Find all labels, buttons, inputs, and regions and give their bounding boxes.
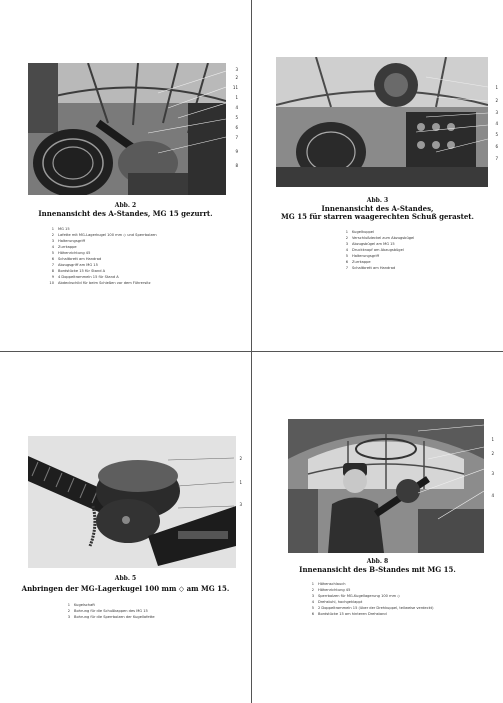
callout-number: 6 xyxy=(495,144,498,149)
caption-line: Innenansicht des A-Standes, MG 15 gezurrt. xyxy=(38,209,213,218)
legend-text: 4 Doppeltrommeln 15 für Stand A xyxy=(58,275,119,279)
legend-number: 10 xyxy=(49,281,54,285)
legend-list xyxy=(338,229,414,271)
figure-caption xyxy=(252,566,503,574)
legend-text: Kugelschaft xyxy=(74,603,95,607)
legend-text: Halterungsgriff xyxy=(58,239,85,243)
legend-number: 3 xyxy=(67,615,70,619)
figure-number: Abb. 3 xyxy=(366,197,389,204)
legend-text: Drehstuhl, hochgeklappt xyxy=(318,600,363,604)
legend-text: Höhenrichtung 45 xyxy=(318,588,351,592)
legend-text: Bordstücke 15 für Stand A xyxy=(58,269,106,273)
caption-line: Innenansicht des B-Standes mit MG 15. xyxy=(299,565,456,574)
legend-list xyxy=(60,602,155,620)
photo-a-stand-mg-locked xyxy=(276,57,488,187)
legend-number: 3 xyxy=(311,594,314,598)
callout-number: 3 xyxy=(239,502,242,507)
callout-number: 7 xyxy=(495,156,498,161)
photo-b-stand-interior xyxy=(288,419,484,553)
callout-number: 1 xyxy=(239,480,242,485)
legend-text: MG 15 xyxy=(58,227,70,231)
legend-number: 6 xyxy=(311,612,314,616)
photo-callouts xyxy=(234,436,242,568)
legend-number: 5 xyxy=(311,606,314,610)
figure-number: Abb. 2 xyxy=(114,202,137,209)
callout-number: 6 xyxy=(235,125,238,130)
legend-number: 1 xyxy=(345,230,348,234)
photo-callouts xyxy=(484,419,494,553)
callout-number: 11 xyxy=(232,85,238,90)
legend-item xyxy=(60,614,155,620)
callout-number: 1 xyxy=(495,85,498,90)
legend-number: 4 xyxy=(51,245,54,249)
legend-number: 2 xyxy=(311,588,314,592)
callout-number: 4 xyxy=(235,105,238,110)
photo-a-stand-interior xyxy=(28,63,226,195)
callout-number: 5 xyxy=(235,115,238,120)
figure-caption xyxy=(252,205,503,221)
legend-text: Abzugsgriff am MG 15 xyxy=(58,263,98,267)
legend-text: Zurrkappe xyxy=(352,260,371,264)
callout-number: 1 xyxy=(491,437,494,442)
photo-callouts xyxy=(488,57,498,187)
callout-number: 3 xyxy=(491,471,494,476)
callout-number: 7 xyxy=(235,135,238,140)
page-abb-8 xyxy=(252,352,503,703)
callout-number: 3 xyxy=(235,67,238,72)
legend-text: Höhenrichtung 45 xyxy=(58,251,91,255)
legend-text: Druckknopf am Abzugsbügel xyxy=(352,248,404,252)
legend-number: 1 xyxy=(67,603,70,607)
legend-text: Schaltbrett am Handrad xyxy=(58,257,102,261)
callout-number: 5 xyxy=(495,132,498,137)
legend-number: 8 xyxy=(51,269,54,273)
legend-number: 4 xyxy=(345,248,348,252)
callout-number: 4 xyxy=(495,121,498,126)
figure-caption xyxy=(0,585,251,593)
photo-callouts xyxy=(226,63,238,195)
legend-text: Sperrbolzen für MG-Kugellagerung 100 mm ◇ xyxy=(318,594,401,598)
caption-line: Innenansicht des A-Standes, xyxy=(321,204,434,213)
legend-text: Bordstücke 15 am hinteren Drehstand xyxy=(318,612,387,616)
legend-number: 7 xyxy=(51,263,54,267)
legend-number: 1 xyxy=(311,582,314,586)
legend-text: Verschlußdeckel zum Abzugsbügel xyxy=(352,236,415,240)
legend-text: Schaltbrett am Handrad xyxy=(352,266,396,270)
legend-number: 3 xyxy=(51,239,54,243)
callout-number: 8 xyxy=(235,163,238,168)
legend-text: Bohrung für die Schußkappen des MG 15 xyxy=(74,609,148,613)
legend-number: 2 xyxy=(67,609,70,613)
callout-number: 2 xyxy=(239,456,242,461)
legend-item xyxy=(338,265,414,271)
legend-text: Abdeckschild für beim Schießen vor dem Führersitz xyxy=(58,281,151,285)
legend-item xyxy=(304,611,434,617)
callout-number: 3 xyxy=(495,110,498,115)
caption-line: MG 15 für starren waagerechten Schuß gerastet. xyxy=(281,212,474,221)
legend-text: Lafette mit MG-Lagerkugel 100 mm ◇ und Sperrbolzen xyxy=(58,233,157,237)
legend-number: 9 xyxy=(51,275,54,279)
legend-list xyxy=(44,226,157,286)
legend-text: Bohrung für die Sperrbolzen der Kugellafette xyxy=(74,615,155,619)
page-abb-2 xyxy=(0,0,251,351)
legend-list xyxy=(304,581,434,617)
callout-number: 1 xyxy=(235,95,238,100)
callout-number: 9 xyxy=(235,149,238,154)
legend-text: 2 Doppeltrommeln 15 (über der Drehkuppel, teilweise verdeckt) xyxy=(318,606,434,610)
legend-number: 6 xyxy=(51,257,54,261)
legend-number: 5 xyxy=(345,254,348,258)
legend-number: 4 xyxy=(311,600,314,604)
legend-number: 2 xyxy=(51,233,54,237)
figure-number: Abb. 8 xyxy=(366,558,389,565)
legend-text: Zurrkappe xyxy=(58,245,77,249)
page-abb-5 xyxy=(0,352,251,703)
callout-number: 2 xyxy=(495,98,498,103)
legend-number: 6 xyxy=(345,260,348,264)
legend-text: Kugelkuppel xyxy=(352,230,374,234)
legend-number: 2 xyxy=(345,236,348,240)
callout-number: 2 xyxy=(491,451,494,456)
legend-number: 3 xyxy=(345,242,348,246)
callout-number: 2 xyxy=(235,75,238,80)
legend-number: 5 xyxy=(51,251,54,255)
callout-number: 4 xyxy=(491,493,494,498)
legend-text: Abzugsbügel am MG 15 xyxy=(352,242,395,246)
legend-text: Halterungsgriff xyxy=(352,254,379,258)
figure-caption xyxy=(0,210,251,218)
photo-mg-ball-mount xyxy=(28,436,236,568)
caption-line: Anbringen der MG-Lagerkugel 100 mm ◇ am MG 15. xyxy=(21,584,230,593)
legend-number: 1 xyxy=(51,227,54,231)
legend-number: 7 xyxy=(345,266,348,270)
legend-text: Höhenschlauch xyxy=(318,582,346,586)
figure-number: Abb. 5 xyxy=(114,575,137,582)
page-abb-3 xyxy=(252,0,503,351)
legend-item xyxy=(44,280,157,286)
